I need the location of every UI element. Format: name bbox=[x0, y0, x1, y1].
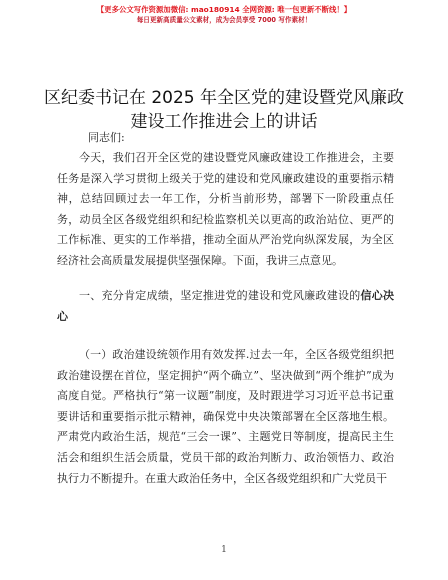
title-line-2: 建设工作推进会上的讲话 bbox=[130, 112, 318, 132]
section-heading-text: 一、充分肯定成绩，坚定推进党的建设和党风廉政建设的 bbox=[79, 289, 361, 302]
intro-text: 今天，我们召开全区党的建设暨党风廉政建设工作推进会，主要任务是深入学习贯彻上级关于党的建设和党风廉政建设的重要指示精神，总结回顾过去一年工作，分析当前形势，部署下一阶段重点任务，动员全区各级党组织和纪检监察机关以更高的政治站位、更严的工作标准、更实的工作举措，推动全面从严治党向纵深发展，为全区经济社会高质量发展提供坚强保障。下面，我讲三点意见。 bbox=[57, 151, 394, 267]
promo-line-2: 每日更新高质量公文素材，成为会员享受 7000 写作素材！ bbox=[136, 16, 312, 24]
page-number: 1 bbox=[221, 545, 227, 555]
section-heading-bold: 信心决心 bbox=[57, 289, 395, 323]
promo-line-1: 【更多公文写作资源加微信: mao180914 全网资源: 唯一包更新不断线！】 bbox=[96, 5, 352, 14]
section-heading bbox=[57, 286, 394, 327]
greeting: 同志们: bbox=[88, 131, 125, 144]
promo-banner bbox=[0, 4, 448, 26]
paragraph-political-building bbox=[57, 345, 394, 489]
document-title bbox=[0, 86, 448, 134]
title-line-1: 区纪委书记在 2025 年全区党的建设暨党风廉政 bbox=[43, 88, 405, 108]
paragraph-text: （一）政治建设统领作用有效发挥.过去一年，全区各级党组织把政治建设摆在首位，坚定拥护“两个确立”、坚决做到“两个维护”成为高度自觉。严格执行“第一议题”制度，及时跟进学习习近平总书记重要讲话和重要指示批示精神，确保党中央决策部署在全区落地生根。严肃党内政治生活，规范“三会一课”、主题党日等制度，提高民主生活会和组织生活会质量，党员干部的政治判断力、政治领悟力、政治执行力不断提升。在重大政治任务中，全区各级党组织和广大党员干 bbox=[57, 348, 394, 485]
intro-paragraph bbox=[57, 148, 394, 272]
